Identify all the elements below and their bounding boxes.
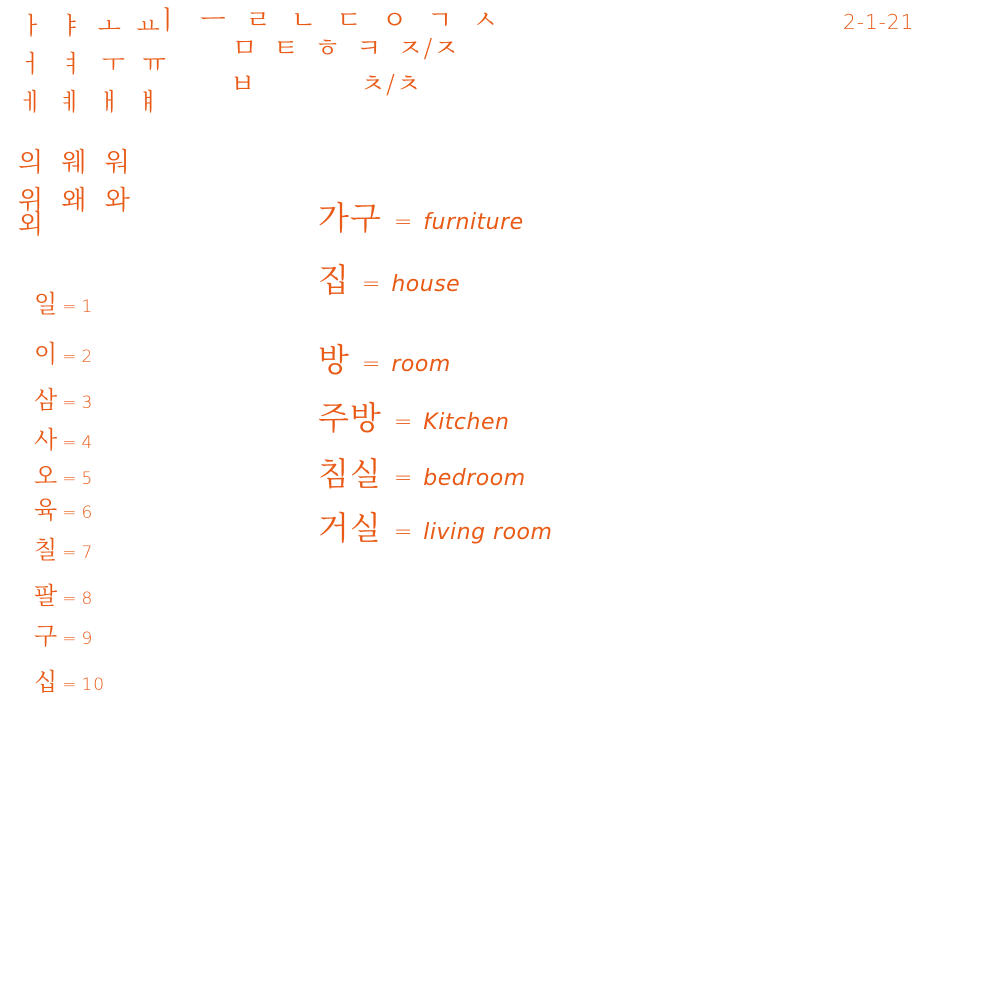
number-value: 8	[81, 589, 94, 609]
equals-sign: =	[62, 347, 78, 367]
vocab-korean: 침실	[318, 455, 382, 493]
vocab-entry	[318, 509, 553, 547]
vocab-english: room	[391, 352, 451, 377]
number-entry	[34, 342, 93, 366]
number-value: 5	[81, 469, 94, 489]
number-value: 4	[81, 433, 94, 453]
equals-sign: =	[62, 433, 78, 453]
equals-sign: =	[62, 629, 78, 649]
number-korean: 십	[34, 668, 59, 696]
equals-sign: =	[361, 272, 382, 297]
vocab-entry	[318, 399, 510, 437]
vocab-entry	[318, 261, 461, 299]
equals-sign: =	[393, 210, 414, 235]
number-korean: 팔	[34, 582, 59, 610]
equals-sign: =	[393, 410, 414, 435]
compound-vowel-row: 위 왜 와	[18, 186, 131, 216]
equals-sign: =	[62, 675, 78, 695]
equals-sign: =	[62, 503, 78, 523]
number-entry	[34, 670, 105, 694]
number-value: 2	[81, 347, 94, 367]
number-korean: 육	[34, 496, 59, 524]
number-entry	[34, 464, 93, 488]
number-value: 10	[81, 675, 106, 695]
consonant-row: ㅂ	[230, 70, 257, 100]
number-korean: 구	[34, 622, 59, 650]
number-value: 3	[81, 393, 94, 413]
vocab-korean: 가구	[318, 199, 382, 237]
vocab-english: Kitchen	[423, 410, 510, 435]
equals-sign: =	[62, 469, 78, 489]
vocab-entry	[318, 455, 526, 493]
vocab-korean: 집	[318, 261, 350, 299]
consonant-row: ㅣ ㅡ ㄹ ㄴ ㄷ ㅇ ㄱ ㅅ	[155, 6, 499, 36]
vocab-korean: 거실	[318, 509, 382, 547]
vowel-row: ㅏ ㅑ ㅗ ㅛ	[20, 12, 161, 40]
vocab-english: bedroom	[423, 466, 526, 491]
vocab-entry	[318, 199, 524, 237]
vowel-row: ㅔ ㅖ ㅐ ㅒ	[20, 88, 161, 116]
vocab-english: furniture	[423, 210, 524, 235]
number-korean: 칠	[34, 536, 59, 564]
number-value: 1	[81, 297, 94, 317]
number-korean: 일	[34, 290, 59, 318]
number-entry	[34, 624, 93, 648]
vocab-entry	[318, 341, 451, 379]
equals-sign: =	[62, 589, 78, 609]
date-note: 2-1-21	[843, 10, 915, 34]
compound-vowel-row: 외	[18, 210, 45, 240]
number-value: 6	[81, 503, 94, 523]
vocab-korean: 주방	[318, 399, 382, 437]
equals-sign: =	[393, 466, 414, 491]
number-entry	[34, 584, 93, 608]
number-korean: 이	[34, 340, 59, 368]
number-entry	[34, 498, 93, 522]
number-entry	[34, 428, 93, 452]
vowel-row: ㅓ ㅕ ㅜ ㅠ	[20, 50, 167, 78]
vocab-english: living room	[423, 520, 553, 545]
compound-vowel-row: 의 웨 워	[18, 148, 131, 178]
vocab-english: house	[391, 272, 461, 297]
equals-sign: =	[62, 543, 78, 563]
equals-sign: =	[393, 520, 414, 545]
number-korean: 오	[34, 462, 59, 490]
equals-sign: =	[62, 393, 78, 413]
number-value: 9	[81, 629, 94, 649]
number-entry	[34, 388, 93, 412]
equals-sign: =	[361, 352, 382, 377]
number-entry	[34, 292, 93, 316]
equals-sign: =	[62, 297, 78, 317]
consonant-row: ㅁ ㅌ ㅎ ㅋ ㅈ/ㅈ	[232, 34, 460, 64]
number-value: 7	[81, 543, 94, 563]
vocab-korean: 방	[318, 341, 350, 379]
number-korean: 삼	[34, 386, 59, 414]
consonant-row: ㅊ/ㅊ	[360, 70, 422, 100]
number-korean: 사	[34, 426, 59, 454]
number-entry	[34, 538, 93, 562]
